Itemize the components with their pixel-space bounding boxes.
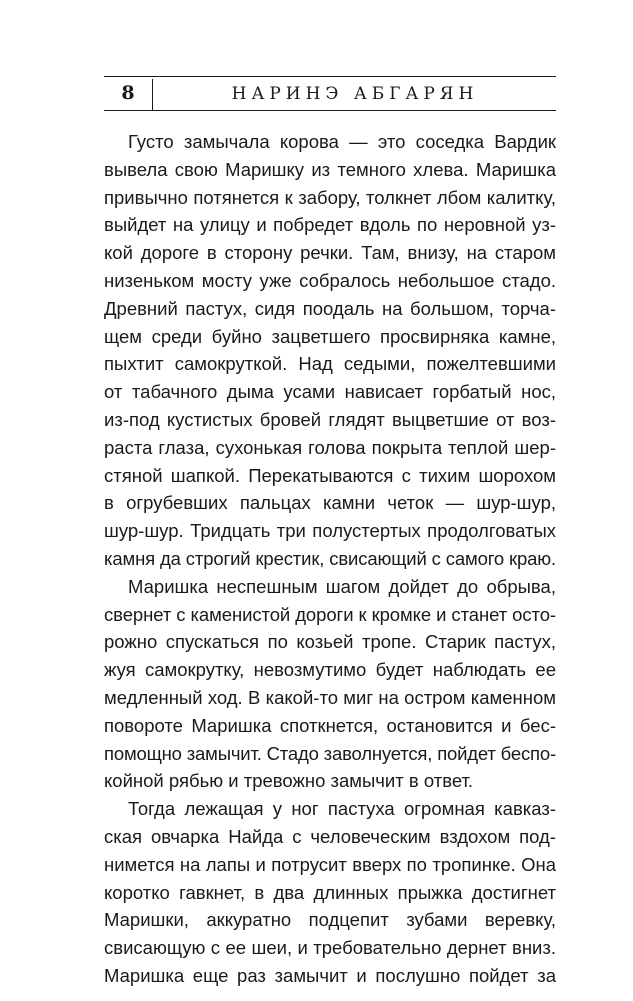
paragraph-2 [104, 573, 556, 795]
header-rule-bottom [104, 110, 556, 111]
text-line: свернет с каменистой дороги к кромке и станет осто- [104, 603, 556, 625]
page-number: 8 [121, 82, 135, 104]
text-line: от табачного дыма усами нависает горбатый нос, [104, 381, 556, 403]
text-line: Древний пастух, сидя поодаль на большом, торча- [104, 297, 556, 319]
text-line: свисающую с ее шеи, и требовательно дернет вниз. [104, 937, 556, 959]
text-line: шур-шур. Тридцать три полустертых продолговатых [104, 520, 556, 542]
text-line: Маришки, аккуратно подцепит зубами веревку, [104, 909, 556, 931]
paragraph-3 [104, 795, 556, 990]
text-line: из-под кустистых бровей глядят выцветшие от воз- [104, 408, 556, 430]
text-line: койной рябью и тревожно замычит в ответ. [104, 770, 474, 792]
text-line: низеньком мосту уже собралось небольшое стадо. [104, 269, 556, 291]
text-line: повороте Маришка споткнется, остановится и бес- [104, 714, 556, 736]
text-line: рожно спускаться по козьей тропе. Старик пастух, [104, 631, 556, 653]
text-line: пыхтит самокруткой. Над седыми, пожелтевшими [104, 353, 556, 375]
text-line: привычно потянется к забору, толкнет лбом калитку, [104, 186, 556, 208]
text-line: раста глаза, сухонькая голова покрыта теплой шер- [104, 436, 556, 458]
text-line: щем среди буйно зацветшего просвирняка камне, [104, 325, 556, 347]
text-line: стяной шапкой. Перекатываются с тихим шорохом [104, 464, 556, 486]
text-line: в огрубевших пальцах камни четок — шур-шур, [104, 492, 556, 514]
text-line: ская овчарка Найда с человеческим вздохом под- [104, 825, 556, 847]
running-head [104, 76, 556, 112]
text-line: Густо замычала корова — это соседка Вардик [128, 131, 556, 152]
author-name: НАРИНЭ АБГАРЯН [231, 84, 479, 104]
text-line: нимется на лапы и потрусит вверх по тропинке. Она [104, 853, 556, 875]
paragraph-1 [104, 128, 556, 573]
text-line: кой дороге в сторону речки. Там, внизу, на старом [104, 242, 556, 264]
text-line: выйдет на улицу и побредет вдоль по неровной уз- [104, 214, 556, 236]
text-line: коротко гавкнет, в два длинных прыжка достигнет [104, 881, 556, 903]
text-line: камня да строгий крестик, свисающий с самого краю. [104, 547, 556, 569]
text-line: Маришка неспешным шагом дойдет до обрыва, [128, 575, 556, 597]
text-line: Тогда лежащая у ног пастуха огромная кавказ- [128, 798, 556, 820]
text-line: помощно замычит. Стадо заволнуется, пойдет беспо- [104, 742, 556, 764]
header-rule-top [104, 76, 556, 77]
text-line: вывела свою Маришку из темного хлева. Маришка [104, 158, 556, 180]
text-line: жуя самокрутку, невозмутимо будет наблюдать ее [104, 659, 556, 681]
header-divider [152, 79, 153, 110]
text-line: медленный ход. В какой-то миг на остром каменном [104, 686, 556, 708]
text-line: Маришка еще раз замычит и послушно пойдет за [104, 964, 556, 986]
body-text [104, 128, 556, 990]
